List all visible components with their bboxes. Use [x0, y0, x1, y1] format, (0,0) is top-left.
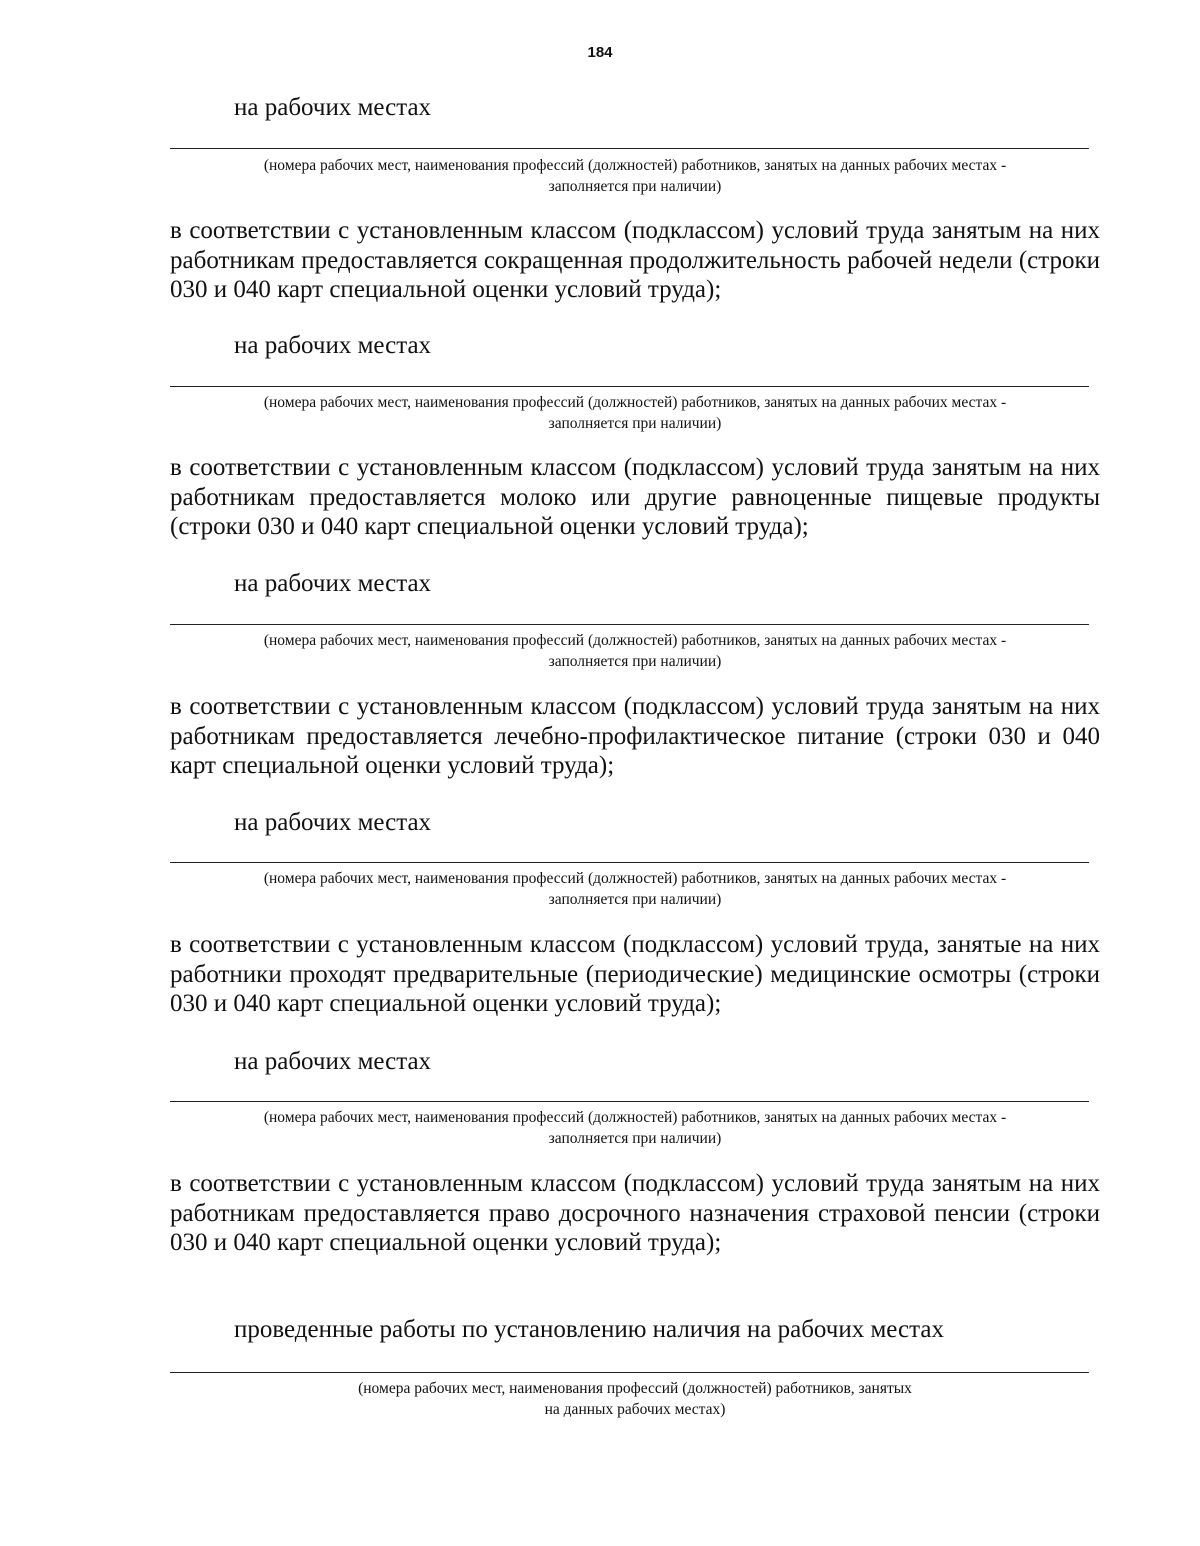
section-intro: на рабочих местах — [234, 94, 432, 121]
field-caption — [170, 155, 1100, 197]
caption-line: (номера рабочих мест, наименования профессий (должностей) работников, занятых на данных рабочих местах - — [263, 870, 1007, 887]
section-body: в соответствии с установленным классом (подклассом) условий труда занятым на них работникам предоставляется сокращенная продолжительность рабочей недели (строки 030 и 040 карт специальной оценки условий труда); — [170, 217, 1100, 303]
page-number: 184 — [587, 44, 613, 61]
caption-line: заполняется при наличии) — [548, 178, 722, 195]
field-caption — [170, 392, 1100, 434]
section-body: в соответствии с установленным классом (подклассом) условий труда занятым на них работникам предоставляется лечебно-профилактическое питание (строки 030 и 040 карт специальной оценки условий труда); — [170, 693, 1100, 779]
fill-in-line — [170, 624, 1089, 625]
section-body: в соответствии с установленным классом (подклассом) условий труда занятым на них работникам предоставляется молоко или другие равноценные пищевые продукты (строки 030 и 040 карт специальной оценки условий труда); — [170, 454, 1100, 540]
field-caption — [170, 868, 1100, 910]
caption-line: (номера рабочих мест, наименования профессий (должностей) работников, занятых на данных рабочих местах - — [263, 1109, 1007, 1126]
field-caption — [290, 1378, 980, 1420]
caption-line: заполняется при наличии) — [548, 653, 722, 670]
section-intro: на рабочих местах — [234, 570, 432, 597]
fill-in-line — [170, 1372, 1089, 1373]
caption-line: заполняется при наличии) — [548, 891, 722, 908]
fill-in-line — [170, 862, 1089, 863]
section-body: в соответствии с установленным классом (подклассом) условий труда, занятые на них работники проходят предварительные (периодические) медицинские осмотры (строки 030 и 040 карт специальной оценки условий труда); — [170, 931, 1100, 1017]
section-intro: на рабочих местах — [234, 1048, 432, 1075]
fill-in-line — [170, 386, 1089, 387]
caption-line: (номера рабочих мест, наименования профессий (должностей) работников, занятых на данных рабочих местах - — [263, 394, 1007, 411]
section-intro: на рабочих местах — [234, 332, 432, 359]
section-intro: проведенные работы по установлению наличия на рабочих местах — [234, 1316, 944, 1343]
caption-line: заполняется при наличии) — [548, 415, 722, 432]
fill-in-line — [170, 148, 1089, 149]
section-intro: на рабочих местах — [234, 809, 432, 836]
caption-line: (номера рабочих мест, наименования профессий (должностей) работников, занятых на данных рабочих местах - — [263, 157, 1007, 174]
field-caption — [170, 630, 1100, 672]
caption-line: заполняется при наличии) — [548, 1130, 722, 1147]
fill-in-line — [170, 1101, 1089, 1102]
section-body: в соответствии с установленным классом (подклассом) условий труда занятым на них работникам предоставляется право досрочного назначения страховой пенсии (строки 030 и 040 карт специальной оценки условий труда); — [170, 1170, 1100, 1256]
caption-line: (номера рабочих мест, наименования профессий (должностей) работников, занятых на данных рабочих местах - — [263, 632, 1007, 649]
field-caption — [170, 1107, 1100, 1149]
caption-line: (номера рабочих мест, наименования профессий (должностей) работников, занятых — [358, 1380, 912, 1397]
caption-line: на данных рабочих местах) — [544, 1401, 726, 1418]
